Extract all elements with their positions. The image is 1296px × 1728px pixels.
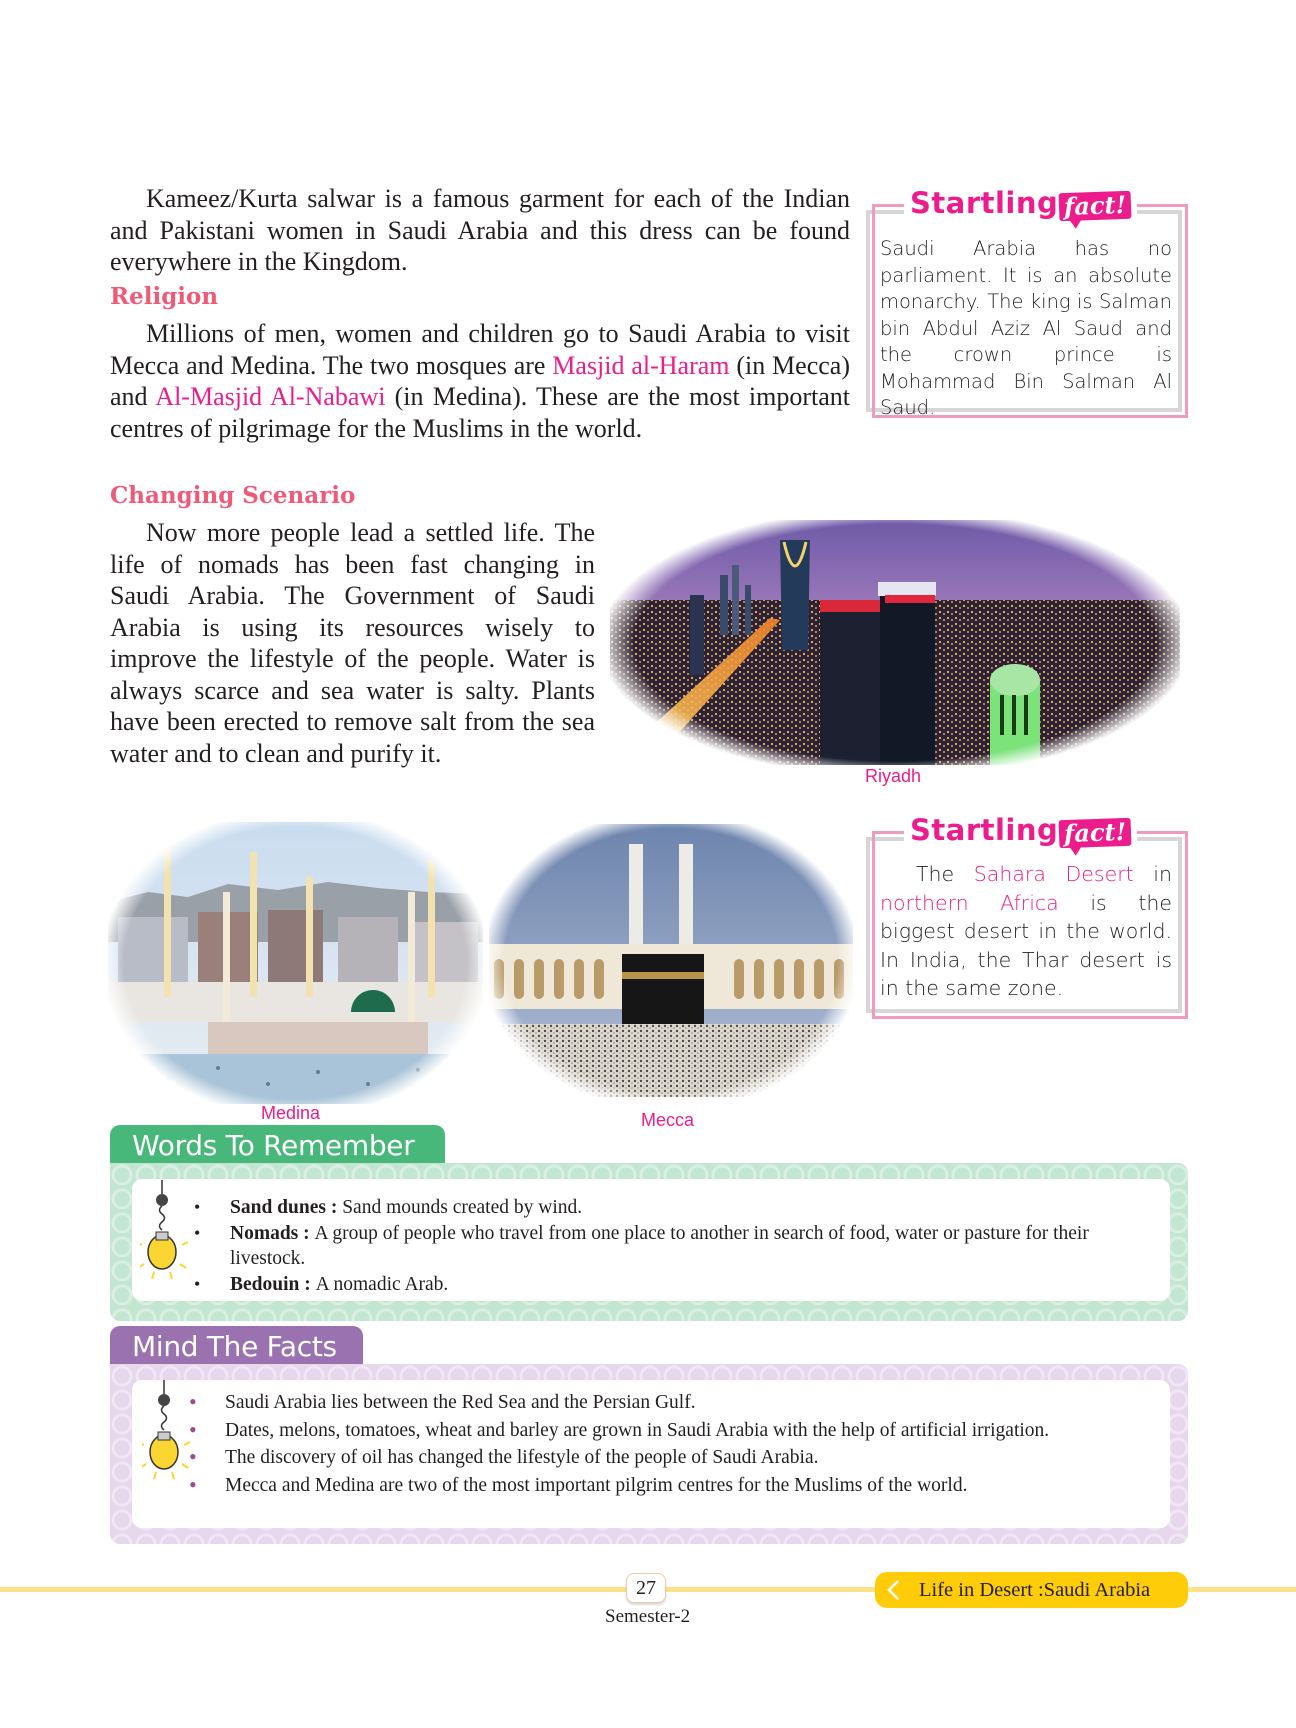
words-to-remember-list [190, 1195, 1165, 1297]
startling-fact-box-1 [866, 186, 1188, 419]
intro-paragraph: Kameez/Kurta salwar is a famous garment for each of the Indian and Pakistani women in Saudi Arabia and this dress can be found everywhere in the Kingdom. [110, 184, 850, 276]
mind-the-facts-title: Mind The Facts [132, 1330, 337, 1363]
riyadh-photo [610, 520, 1180, 765]
words-to-remember-title: Words To Remember [132, 1129, 415, 1162]
chapter-title: Life in Desert :Saudi Arabia [919, 1578, 1151, 1601]
medina-photo [108, 822, 483, 1104]
startling-fact-box-2 [866, 813, 1188, 1019]
fact-speech-bubble-icon: fact! [1059, 191, 1132, 221]
list-item: • Nomads : A group of people who travel from one place to another in search of food, water or pasture for their livestock. [190, 1221, 1165, 1272]
fact-text: Saudi Arabia has no parliament. It is an absolute monarchy. The king is Salman bin Abdul Aziz Al Saud and the crown prince is Mohammad Bin Salman Al Saud. [880, 237, 1172, 419]
lightbulb-icon [140, 1180, 188, 1280]
changing-scenario-paragraph: Now more people lead a settled life. The life of nomads has been fast changing in Saudi Arabia. The Government of Saudi Arabia is using its resources wisely to improve the lifestyle of the people. Water is always scarce and sea water is salty. Plants have been erected to remove salt from the sea water and to clean and purify it. [110, 518, 595, 768]
chevron-left-icon[interactable] [875, 1572, 911, 1608]
list-item: • Mecca and Medina are two of the most important pilgrim centres for the Muslims of the world. [185, 1472, 1185, 1500]
mind-the-facts-tab [110, 1326, 363, 1366]
religion-paragraph: Millions of men, women and children go to Saudi Arabia to visit Mecca and Medina. The two mosques are Masjid al-Haram (in Mecca) and Al-Masjid Al-Nabawi (in Medina). These are the most important centres of pilgrimage for the Muslims in the world. [110, 319, 850, 443]
lightbulb-icon [142, 1380, 190, 1480]
mind-the-facts-list [185, 1389, 1185, 1499]
medina-caption: Medina [261, 1103, 321, 1123]
mecca-photo [489, 824, 853, 1097]
page-number: 27 [626, 1573, 666, 1603]
fact-text: The Sahara Desert in northern Africa is the biggest desert in the world. In India, the Thar desert is in the same zone. [880, 862, 1172, 1000]
medina-mosque-image [108, 822, 483, 1104]
mecca-kaaba-image [489, 824, 853, 1097]
riyadh-skyline-image [610, 520, 1180, 765]
al-masjid-al-nabawi-term: Al-Masjid Al-Nabawi [155, 382, 386, 411]
list-item: • Bedouin : A nomadic Arab. [190, 1272, 1165, 1298]
sahara-desert-term: Sahara Desert [973, 862, 1134, 886]
fact-speech-bubble-icon: fact! [1059, 818, 1132, 848]
words-to-remember-tab [110, 1125, 445, 1165]
chapter-nav-pill[interactable] [875, 1572, 1188, 1608]
startling-fact-title: Startling fact! [904, 813, 1137, 847]
semester-label: Semester-2 [605, 1606, 691, 1627]
list-item: • The discovery of oil has changed the lifestyle of the people of Saudi Arabia. [185, 1444, 1185, 1472]
mecca-caption: Mecca [641, 1110, 695, 1130]
religion-heading: Religion [110, 283, 219, 310]
list-item: • Dates, melons, tomatoes, wheat and barley are grown in Saudi Arabia with the help of artificial irrigation. [185, 1417, 1185, 1445]
startling-fact-title: Startling fact! [904, 186, 1137, 220]
masjid-al-haram-term: Masjid al-Haram [552, 350, 730, 380]
changing-scenario-heading: Changing Scenario [110, 482, 356, 509]
list-item: • Sand dunes : Sand mounds created by wind. [190, 1195, 1165, 1221]
riyadh-caption: Riyadh [865, 766, 922, 786]
list-item: • Saudi Arabia lies between the Red Sea and the Persian Gulf. [185, 1389, 1185, 1417]
northern-africa-term: northern Africa [880, 890, 1059, 915]
